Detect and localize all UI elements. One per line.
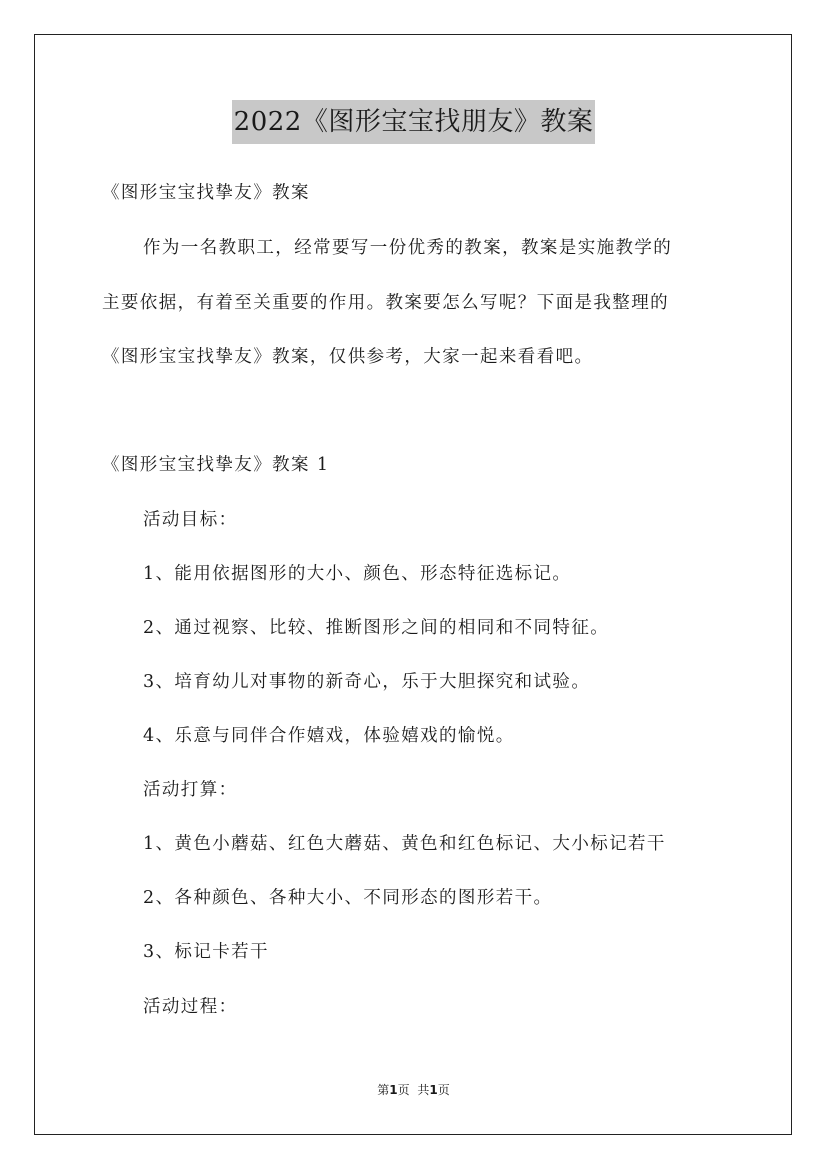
goal-item-1: 1、能用依据图形的大小、颜色、形态特征选标记。 [143, 564, 572, 584]
footer-page-number: 1 [389, 1083, 398, 1097]
page-footer [0, 1082, 827, 1098]
goal-item-2: 2、通过视察、比较、推断图形之间的相同和不同特征。 [143, 618, 610, 638]
footer-page-prefix: 第 [377, 1083, 390, 1097]
prep-item-1: 1、黄色小蘑菇、红色大蘑菇、黄色和红色标记、大小标记若干 [143, 834, 666, 854]
section-heading: 《图形宝宝找挚友》教案 1 [102, 455, 330, 475]
document-title: 2022《图形宝宝找朋友》教案 [232, 100, 596, 144]
goal-item-3: 3、培育幼儿对事物的新奇心，乐于大胆探究和试验。 [143, 672, 591, 692]
footer-total-number: 1 [429, 1083, 438, 1097]
goal-item-4: 4、乐意与同伴合作嬉戏，体验嬉戏的愉悦。 [143, 726, 515, 746]
prep-heading: 活动打算： [143, 780, 238, 800]
footer-total-prefix: 共 [417, 1083, 430, 1097]
document-subtitle: 《图形宝宝找挚友》教案 [102, 183, 310, 203]
prep-item-3: 3、标记卡若干 [143, 942, 269, 962]
goals-heading: 活动目标： [143, 510, 238, 530]
title-container [0, 100, 827, 144]
process-heading: 活动过程： [143, 997, 238, 1017]
prep-item-2: 2、各种颜色、各种大小、不同形态的图形若干。 [143, 888, 553, 908]
footer-total-suffix: 页 [437, 1083, 450, 1097]
intro-line-2: 主要依据，有着至关重要的作用。教案要怎么写呢？下面是我整理的 [102, 293, 669, 313]
intro-line-3: 《图形宝宝找挚友》教案，仅供参考，大家一起来看看吧。 [102, 347, 594, 367]
intro-line-1: 作为一名教职工，经常要写一份优秀的教案，教案是实施教学的 [143, 238, 673, 258]
footer-page-suffix: 页 [397, 1083, 410, 1097]
